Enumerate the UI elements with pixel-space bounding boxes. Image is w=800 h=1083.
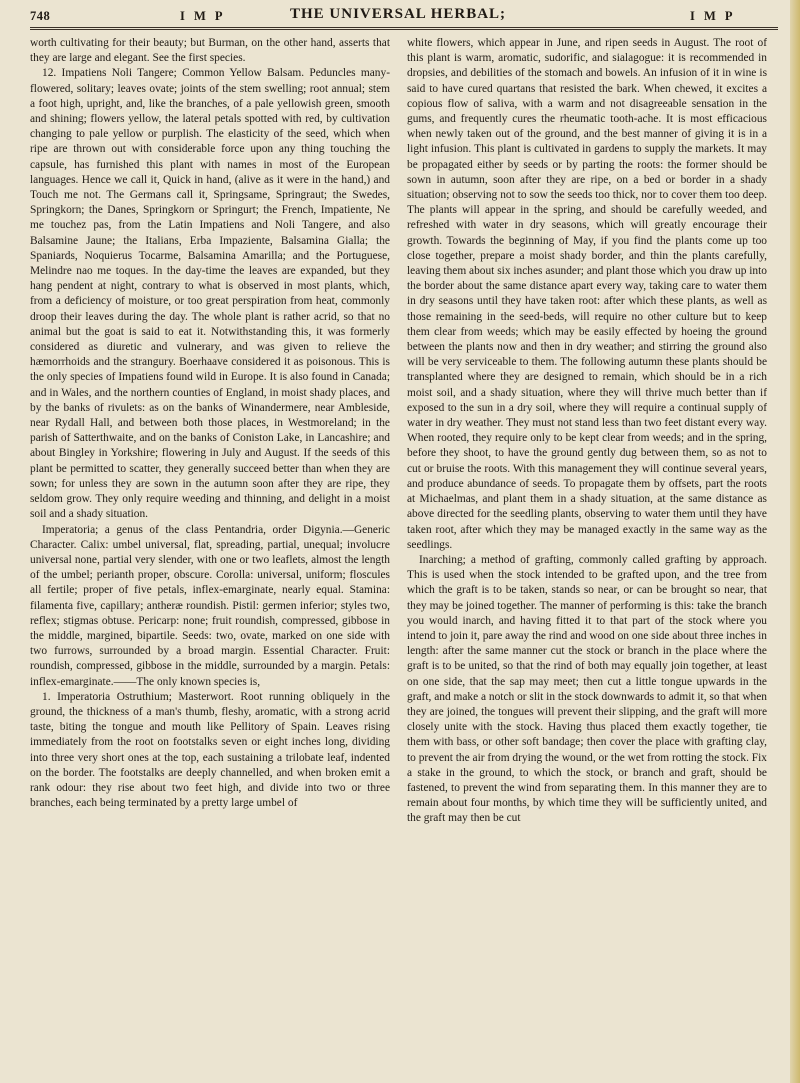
page-edge <box>790 0 800 1083</box>
paragraph: 12. Impatiens Noli Tangere; Common Yellow Balsam. Peduncles many-flowered, solitary; leaves ovate; joints of the stem swelling; root annual; stem a foot high, upright, and, like the branches, of a pale yellowish green, smooth and shining; flowers yellow, the lateral petals spotted with red, by cultivation changing to pale yellow or purplish. The elasticity of the seed, which when ripe are thrown out with considerable force upon any thing touching the capsule, has furnished this plant with names in most of the European languages. Hence we call it, Quick in hand, (alive as it were in the hand,) and Touch me not. The Germans call it, Springsame, Springraut; the Swedes, Springkorn; the Danes, Springkorn or Springurt; the French, Impatiente, Ne me touchez pas, from the Latin Impatiens and Noli Tangere, and also Balsamine Jaune; the Italians, Erba Impaziente, Balsamina Gialla; the Spaniards, Noquierus Tocarme, Balsamina Amarilla; and the Portuguese, Melindre nao me toques. In the day-time the leaves are expanded, but they hang pendent at night, contrary to what is observed in most plants, which, from a deficiency of moisture, or too great perspiration from heat, commonly droop their leaves during the day. The whole plant is rather acrid, so that no animal but the goat is said to eat it. Notwithstanding this, it was formerly considered as diuretic and vulnerary, and was given to relieve the hæmorrhoids and the strangury. Boerhaave considered it as poisonous. This is the only species of Impatiens found wild in Europe. It is also found in Canada; and in Wales, and the northern counties of England, in moist shady places, and by the banks of rivulets: as on the banks of Winandermere, near Ambleside, near Rydall Hall, and between both those places, in Westmoreland; in the parish of Satterthwaite, and on the banks of Coniston Lake, in Lancashire; and about Bingley in Yorkshire; flowering in July and August. If the seeds of this plant be permitted to scatter, they generally succeed better than when they are sown; for unless they are sown in the autumn soon after they are ripe, they seldom grow. They only require weeding and thinning, and delight in a moist soil and a shady situation. <box>30 67 390 521</box>
paragraph: Imperatoria; a genus of the class Pentandria, order Digynia.—Generic Character. Calix: umbel universal, flat, spreading, partial, unequal; involucre universal none, partial very slender, with one or two leaflets, almost the length of the umbel; perianth proper, obscure. Corolla: universal, uniform; floscules all fertile; proper of five petals, inflex-emarginate, nearly equal. Stamina: filamenta five, capillary; antheræ roundish. Pistil: germen inferior; styles two, reflex; stigmas obtuse. Pericarp: none; fruit roundish, compressed, gibbose in the middle, margined, bipartile. Seeds: two, ovate, marked on one side with two furrows, surrounded by a broad margin. Essential Character. Fruit: roundish, compressed, gibbose in the middle, surrounded by a margin. Petals: inflex-emarginate.——The only known species is, <box>30 523 390 688</box>
running-header <box>30 5 775 27</box>
right-column <box>407 36 767 1076</box>
paragraph: Inarching; a method of grafting, commonly called grafting by approach. This is used when the stock intended to be grafted upon, and the tree from which the graft is to be taken, stands so near, or can be brought so near, that they may be joined together. The manner of performing is this: take the branch you would inarch, and having fitted it to that part of the stock where you intend to join it, pare away the rind and wood on one side about three inches in length: after the same manner cut the stock or branch in the place where the graft is to be united, so that the rind of both may equally join together, at least on one side, that the sap may meet; then cut a little tongue upwards in the graft, and make a notch or slit in the stock downwards to admit it, so that when they are joined, the tongues will prevent their slipping, and the graft will more closely unite with the stock. Having thus placed them exactly together, tie them with bass, or other soft bandage; then cover the place with grafting clay, to prevent the air from drying the wound, or the wet from rotting the stock. Fix a stake in the ground, to which the stock, or branch and graft, should be fastened, to prevent the wind from separating them. In this manner they are to remain about four months, by which time they will be sufficiently united, and the graft may then be cut <box>407 553 767 825</box>
paragraph: white flowers, which appear in June, and ripen seeds in August. The root of this plant is warm, aromatic, sudorific, and sialagogue: it is recommended in dropsies, and debilities of the stomach and bowels. An infusion of it in wine is said to have cured quartans that resisted the bark. When chewed, it excites a copious flow of saliva, with a warm and not disagreeable sensation in the gums, and frequently cures the rheumatic tooth-ache. It is most efficacious when newly taken out of the ground, and the best manner of giving it is in a light infusion. This plant is cultivated in gardens to supply the markets. It may be propagated either by seeds or by parting the roots: the former should be sown in autumn, soon after they are ripe, on a bed or border in a shady situation; observing not to sow the seeds too thick, nor to cover them too deep. The plants will appear in the spring, and should be carefully weeded, and refreshed with water in dry seasons, which will greatly encourage their growth. Towards the beginning of May, if you find the plants come up too close together, prepare a moist shady border, and thin the plants carefully, leaving them about six inches asunder; and plant those which you draw up into the border about the same distance apart every way, taking care to water them in dry seasons until they have taken root: after which these plants, as well as those remaining in the seed-beds, will require no other culture but to keep them clear from weeds; which may be easily effected by hoeing the ground between the plants now and then in dry weather; and stirring the ground also will be very serviceable to them. The following autumn these plants should be transplanted where they are designed to remain, which should be in a rich moist soil, and a shady situation, where they will thrive much better than if exposed to the sun in a dry soil, where they will require a continual supply of water in dry weather. They must not stand less than two feet distant every way. When rooted, they require only to be kept clear from weeds; and in the spring, before they shoot, to have the ground gently dug between them, so as not to cut or bruise the roots. With this management they will continue several years, and produce abundance of seeds. To propagate them by offsets, part the roots at Michaelmas, and plant them in a shady situation, at the same distance as above directed for the seedling plants, observing to water them until they have taken root, after which they may be managed exactly in the same way as the seedlings. <box>407 37 767 551</box>
header-letters-right: I M P <box>690 9 736 23</box>
page-number: 748 <box>30 9 51 23</box>
header-letters-left: I M P <box>180 9 226 23</box>
running-title: THE UNIVERSAL HERBAL; <box>290 6 507 22</box>
left-column <box>30 36 390 1076</box>
paragraph: worth cultivating for their beauty; but Burman, on the other hand, asserts that they are large and elegant. See the first species. <box>30 37 390 65</box>
header-rule <box>30 27 778 30</box>
paragraph: 1. Imperatoria Ostruthium; Masterwort. Root running obliquely in the ground, the thickness of a man's thumb, fleshy, aromatic, with a strong acrid taste, biting the tongue and mouth like Pellitory of Spain. Leaves rising immediately from the root on footstalks seven or eight inches long, dividing into three very short ones at the top, each sustaining a trilobate leaf, indented on the border. The footstalks are deeply channelled, and when broken emit a rank odour: they rise about two feet high, and divide into two or three branches, each being terminated by a pretty large umbel of <box>30 690 390 810</box>
